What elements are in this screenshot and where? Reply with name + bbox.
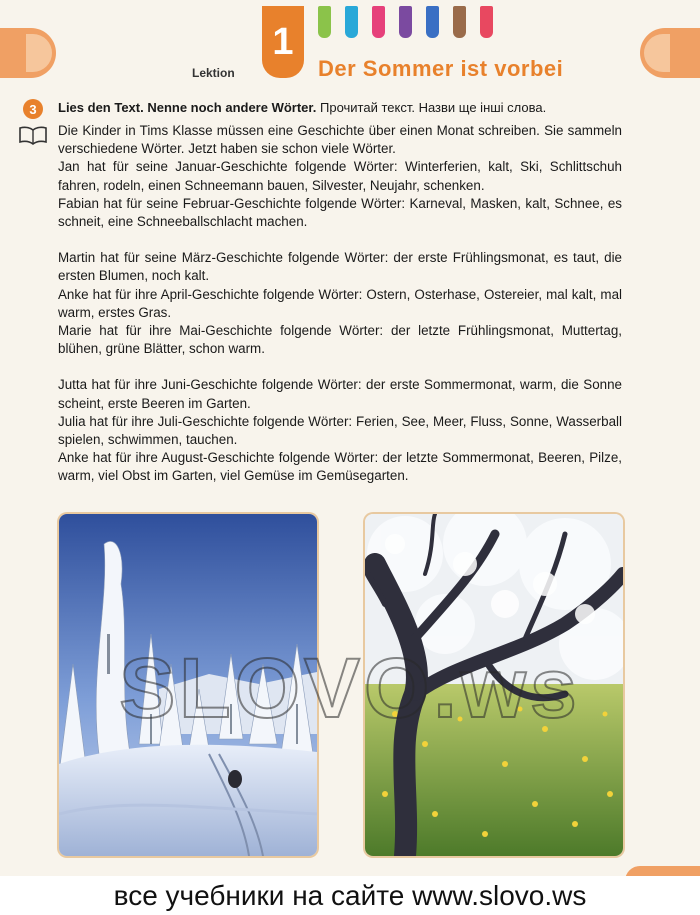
- paragraph-june: Jutta hat für ihre Juni-Geschichte folgende Wörter: der erste Sommermonat, warm, die Sonne scheint, erste Beeren im Garten.: [58, 377, 622, 411]
- pencil-1: [318, 6, 331, 38]
- pencil-3: [372, 6, 385, 38]
- pencil-2: [345, 6, 358, 38]
- lektion-label: Lektion: [192, 66, 235, 80]
- task-instruction-german: Lies den Text. Nenne noch andere Wörter.: [58, 100, 317, 115]
- left-page-tab: [0, 28, 56, 78]
- pencils-decoration: [318, 6, 493, 38]
- paragraph-february: Fabian hat für seine Februar-Geschichte folgende Wörter: Karneval, Masken, kalt, Schnee, es schneit, eine Schneeballschlacht machen.: [58, 195, 622, 230]
- lesson-number-badge: 1: [262, 6, 304, 78]
- paragraph-may: Marie hat für ihre Mai-Geschichte folgende Wörter: der letzte Frühlingsmonat, Muttertag, blühen, grüne Blätter, schon warm.: [58, 323, 622, 357]
- right-page-tab: [640, 28, 700, 78]
- task-instruction-ukrainian: Прочитай текст. Назви ще інші слова.: [320, 100, 547, 115]
- task-instruction: [58, 100, 546, 115]
- pencil-6: [453, 6, 466, 38]
- reading-text: [58, 122, 622, 486]
- paragraph-july: Julia hat für ihre Juli-Geschichte folgende Wörter: Ferien, See, Meer, Fluss, Sonne, Wasserball spielen, schwimmen, tauchen.: [58, 413, 622, 448]
- task-number-badge: 3: [23, 99, 43, 119]
- lesson-title: Der Sommer ist vorbei: [318, 56, 564, 81]
- paragraph-january: Jan hat für seine Januar-Geschichte folgende Wörter: Winterferien, kalt, Ski, Schlittschuh fahren, rodeln, einen Schneemann bauen, Silvester, Neujahr, schenken.: [58, 159, 622, 193]
- paragraph-april: Anke hat für ihre April-Geschichte folgende Wörter: Ostern, Osterhase, Ostereier, mal kalt, mal warm, erstes Gras.: [58, 286, 622, 320]
- paragraph-march: Martin hat für seine März-Geschichte folgende Wörter: der erste Frühlingsmonat, es taut, die ersten Blumen, noch kalt.: [58, 250, 622, 284]
- pencil-5: [426, 6, 439, 38]
- pencil-4: [399, 6, 412, 38]
- pencil-7: [480, 6, 493, 38]
- watermark: SLOVO.ws: [119, 641, 581, 735]
- paragraph-intro: Die Kinder in Tims Klasse müssen eine Geschichte über einen Monat schreiben. Sie sammeln verschiedene Wörter. Jetzt haben sie schon viele Wörter.: [58, 123, 622, 157]
- site-footer-banner: все учебники на сайте www.slovo.ws: [0, 876, 700, 915]
- open-book-icon: [18, 124, 48, 146]
- paragraph-august: Anke hat für ihre August-Geschichte folgende Wörter: der letzte Sommermonat, Beeren, Pilze, warm, viel Obst im Garten, viel Gemüse im Gemüsegarten.: [58, 450, 622, 484]
